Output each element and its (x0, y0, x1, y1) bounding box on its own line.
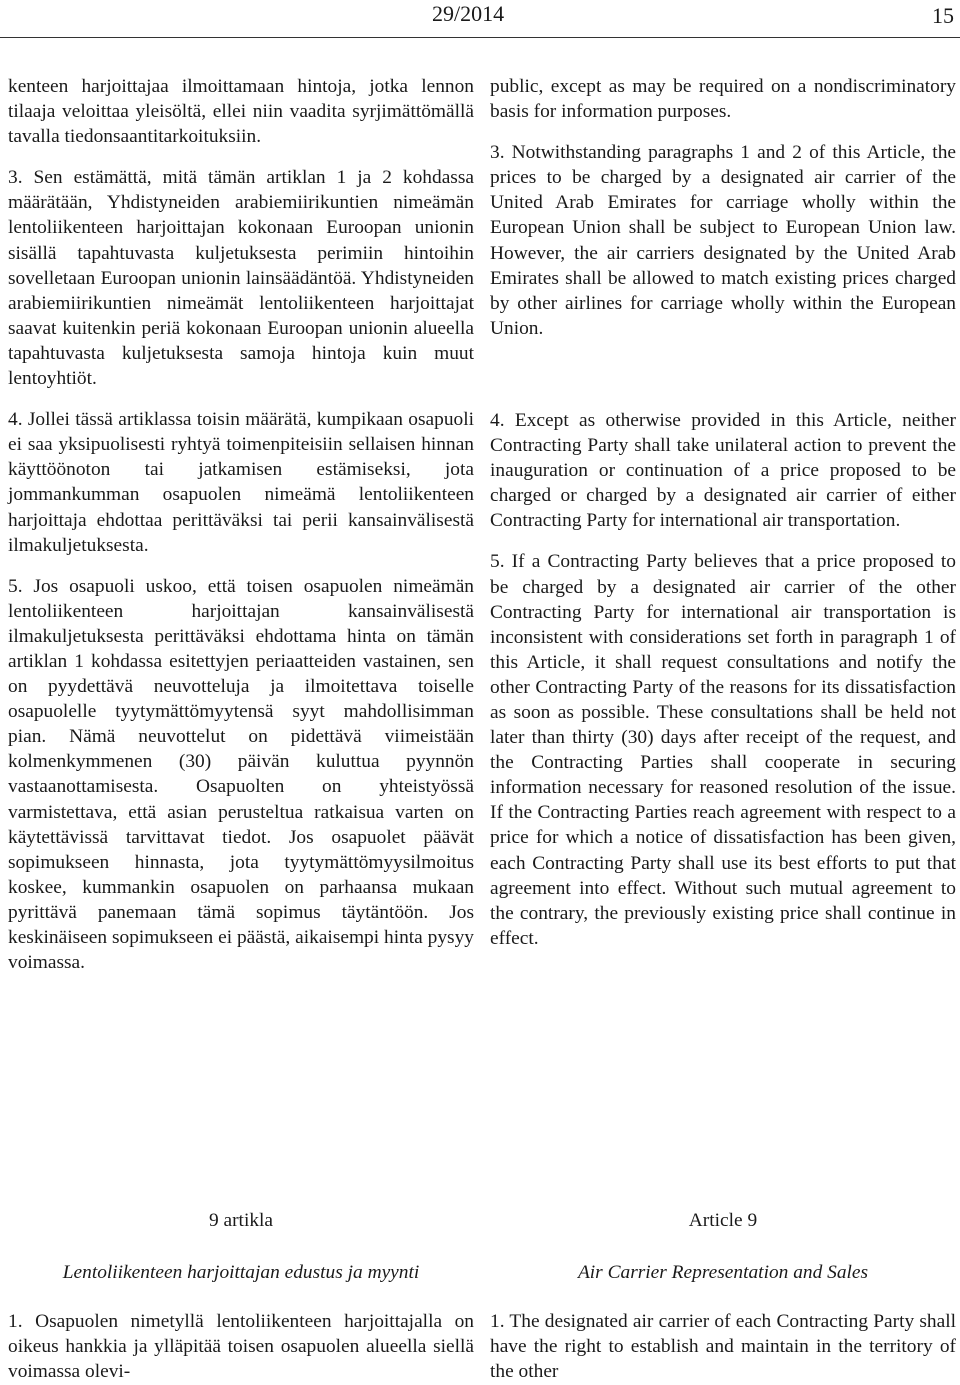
english-paragraph-9-1: 1. The designated air carrier of each Contracting Party shall have the right to establish and maintain in the territory of the other (490, 1311, 956, 1383)
finnish-paragraph-3: 3. Sen estämättä, mitä tämän artiklan 1 ja 2 kohdassa määrätään, Yhdistyneiden arabiemiirikuntien nimeämän lentoliikenteen harjoittajan kokonaan Euroopan unionin sisällä tapahtuvasta kuljetuksesta perimiin hintoihin sovelletaan Euroopan unionin lainsäädäntöä. Yhdistyneiden arabiemiirikuntien nimeämät lentoliikenteen harjoittajat saavat kuitenkin periä kokonaan Euroopan unionin alueella tapahtuvasta kuljetuksesta samoja hintoja kuin muut lentoyhtiöt. (8, 167, 474, 390)
english-paragraph-continued: public, except as may be required on a nondiscriminatory basis for information purposes. (490, 76, 956, 123)
finnish-paragraph-continued: kenteen harjoittajaa ilmoittamaan hintoja, jotka lennon tilaaja veloittaa yleisöltä, ellei niin vaadita syrjimättömällä tavalla tiedonsaantitarkoituksiin. (8, 76, 474, 148)
page-number: 15 (932, 3, 954, 28)
english-paragraph-4: 4. Except as otherwise provided in this Article, neither Contracting Party shall take unilateral action to prevent the inauguration or continuation of a price proposed to be charged or charged by a designated air carrier of either Contracting Party for international air transportation. (490, 409, 956, 532)
english-paragraph-3: 3. Notwithstanding paragraphs 1 and 2 of this Article, the prices to be charged by a designated air carrier of the United Arab Emirates for carriage wholly within the European Union shall be subject to European Union law. However, the air carriers designated by the United Arab Emirates shall be allowed to match existing prices charged by other airlines for carriage wholly within the European Union. (490, 142, 956, 339)
finnish-column (8, 74, 474, 975)
page-header (0, 0, 960, 40)
english-article-label: Article 9 (688, 1210, 758, 1231)
finnish-paragraph-4: 4. Jollei tässä artiklassa toisin määrätä, kumpikaan osapuoli ei saa yksipuolisesti ryhtyä toimenpiteisiin sellaisen hinnan käyttöönoton tai jatkamisen estämiseksi, jota jommankumman osapuolen nimeämä lentoliikenteen harjoittaja ehdottaa perittäväksi tai perii kansainvälisestä ilmakuljetuksesta. (8, 409, 474, 556)
finnish-paragraph-5: 5. Jos osapuoli uskoo, että toisen osapuolen nimeämän lentoliikenteen harjoittajan kansainvälisestä ilmakuljetuksesta perittäväksi ehdottama hinta on tämän artiklan 1 kohdassa esitettyjen periaatteiden vastainen, sen on pyydettävä neuvotteluja ja ilmoitettava toiselle osapuolelle tyytymättömyytensä syyt mahdollisimman pian. Nämä neuvottelut on pidettävä viimeistään kolmenkymmenen (30) päivän kuluttua pyynnön vastaanottamisesta. Osapuolten on yhteistyössä varmistettava, että asian perusteltua ratkaisua varten on käytettävissä tarvittavat tiedot. Jos osapuolet päävät sopimukseen hinnasta, jota tyytymättömyysilmoitus koskee, kummankin osapuolen on parhaansa mukaan pyrittävä panemaan tämä sopimus täytäntöön. Jos keskinäiseen sopimukseen ei päästä, aikaisempi hinta pysyy voimassa. (8, 575, 474, 974)
journal-issue-number: 29/2014 (432, 1, 505, 26)
finnish-article-label: 9 artikla (208, 1210, 274, 1231)
finnish-article-title: Lentoliikenteen harjoittajan edustus ja myynti (62, 1262, 420, 1283)
header-rule (0, 37, 960, 38)
english-article-title: Air Carrier Representation and Sales (577, 1262, 869, 1283)
english-paragraph-5: 5. If a Contracting Party believes that a price proposed to be charged by a designated air carrier of the other Contracting Party for international air transportation is inconsistent with considerations set forth in paragraph 1 of this Article, it shall request consultations and notify the other Contracting Party of the reasons for its dissatisfaction as soon as possible. These consultations shall be held not later than thirty (30) days after receipt of the request, and the Contracting Parties shall cooperate in securing information necessary for reasoned resolution of the issue. If the Contracting Parties reach agreement with respect to a price for which a notice of dissatisfaction has been given, each Contracting Party shall use its best efforts to put that agreement into effect. Without such mutual agreement to the contrary, the previously existing price shall continue in effect. (490, 551, 956, 949)
finnish-paragraph-9-1: 1. Osapuolen nimetyllä lentoliikenteen harjoittajalla on oikeus hankkia ja ylläpitää toisen osapuolen alueella siellä voimassa olevi- (8, 1311, 474, 1383)
english-column (490, 74, 956, 951)
